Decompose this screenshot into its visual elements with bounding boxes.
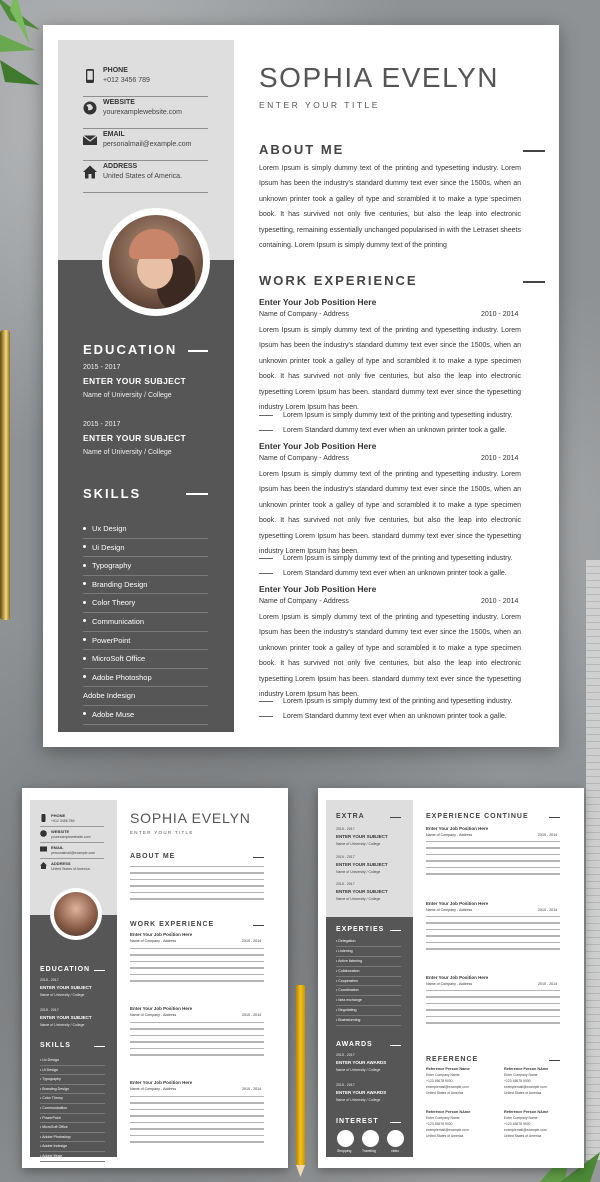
about-heading: ABOUT ME [259,142,345,157]
contact-value: United States of America. [51,867,91,871]
list-item: • MicroSoft Office [40,1123,105,1133]
job-years: 2010 - 2014 [242,1013,262,1017]
reference-card: Reference Person NAme Enter Company Name +123 45678 9000 exemplemail@example.com United States of America [426,1110,471,1138]
education-heading: EDUCATION [83,342,178,357]
video-icon [387,1130,404,1147]
travel-icon [362,1130,379,1147]
list-item: • Adobe Muse [40,1152,105,1162]
job-years: 2010 - 2014 [481,311,519,318]
contact-website [83,97,208,129]
experties-heading: EXPERTIES [336,926,385,933]
contact-value: United States of America. [103,173,182,180]
job-title-subtitle: ENTER YOUR TITLE [130,830,194,835]
profile-photo [50,888,102,940]
fountain-pen-decoration [0,330,10,620]
job-years: 2010 - 2014 [538,982,558,986]
list-item: • Idea exchange [336,996,401,1006]
skills-list [40,1056,105,1162]
list-item: • Delegation [336,937,401,947]
resume-page-thumbnail-1 [22,788,288,1168]
phone-icon [40,814,47,822]
list-item: • Color Theory [40,1094,105,1104]
globe-icon [83,101,97,115]
resume-sidebar-page2 [326,800,413,1157]
shopping-icon [337,1130,354,1147]
job-company: Name of Company - Address [426,833,473,837]
list-item: • Brainstorming [336,1016,401,1026]
extra-university: Name of University / College [336,842,381,846]
contact-label: WEBSITE [103,99,135,106]
extra-subject: ENTER YOUR SUBJECT [336,834,388,839]
award-university: Name of University / College [336,1068,381,1072]
extra-university: Name of University / College [336,870,381,874]
job-bullet: Lorem Ipsum is simply dummy text of the printing and typesetting industry. [259,698,512,705]
awards-heading: AWARDS [336,1041,373,1048]
resume-sidebar [30,800,117,1157]
resume-page-main [43,25,559,747]
contact-value: personalmail@example.com [51,851,96,855]
job-description: Lorem Ipsum is simply dummy text of the printing and typesetting industry. Lorem Ipsum has been the industry's standard dummy text ever since the 1500s, when an unknown printer took a galley of type and scrambled it to make a type specimen book. It has survived not only five centuries, but also the leap into electronic typesetting Lorem Ipsum has been. standard dummy text ever since the typesetting industry Lorem Ipsum has been. [259,327,521,412]
list-item: • Active listening [336,957,401,967]
job-years: 2010 - 2014 [242,939,262,943]
contact-value: +012 3456 789 [103,77,150,84]
job-title-subtitle: ENTER YOUR TITLE [259,100,380,110]
job-bullet: Lorem Standard dummy text ever when an unknown printer took a galle. [259,570,507,577]
heading-rule [523,150,545,152]
resume-page-thumbnail-2 [318,788,584,1168]
interest-label: video [391,1149,400,1153]
education-subject: ENTER YOUR SUBJECT [40,985,92,990]
about-heading: ABOUT ME [130,853,176,860]
job-position: Enter Your Job Position Here [130,1080,193,1085]
extra-years: 2015 - 2017 [336,882,355,886]
experience-continue-heading: EXPERIENCE CONTINUE [426,813,529,820]
contact-label: WEBSITE [51,829,70,834]
skills-heading: SKILLS [40,1042,71,1049]
award-years: 2015 - 2017 [336,1053,355,1057]
list-item: Adobe Muse [83,706,208,725]
job-position: Enter Your Job Position Here [426,826,489,831]
job-bullet: Lorem Ipsum is simply dummy text of the printing and typesetting industry. [259,412,512,419]
education-years: 2015 - 2017 [83,421,121,428]
job-company: Name of Company - Address [130,939,177,943]
contact-label: PHONE [51,813,66,818]
extra-years: 2015 - 2017 [336,855,355,859]
list-item: • Adobe Photoshop [40,1133,105,1143]
job-bullet: Lorem Standard dummy text ever when an unknown printer took a galle. [259,713,507,720]
job-years: 2010 - 2014 [242,1087,262,1091]
job-company: Name of Company - Address [259,455,349,462]
contact-value: yourexamplewebsite.com [51,835,91,839]
list-item: Typography [83,557,208,576]
list-item: • Listening [336,947,401,957]
extra-heading: EXTRA [336,813,365,820]
contact-label: EMAIL [51,845,64,850]
ruler-decoration [586,560,600,1160]
education-university: Name of University / College [83,392,172,399]
envelope-icon [83,133,97,147]
about-text-lines [130,866,264,905]
list-item: • Cooperation [336,977,401,987]
education-heading: EDUCATION [40,966,91,973]
globe-icon [40,830,47,837]
job-bullet: Lorem Ipsum is simply dummy text of the printing and typesetting industry. [259,555,512,562]
job-company: Name of Company - Address [130,1087,177,1091]
skills-list [83,520,208,725]
contact-label: ADDRESS [103,163,138,170]
job-position: Enter Your Job Position Here [259,584,377,594]
list-item: • Adobe Indesign [40,1142,105,1152]
education-years: 2015 - 2017 [40,1008,59,1012]
education-university: Name of University / College [40,1023,85,1027]
job-bullet: Lorem Standard dummy text ever when an unknown printer took a galle. [259,427,507,434]
profile-photo [102,208,210,316]
contact-label: EMAIL [103,131,125,138]
list-item: Color Theory [83,594,208,613]
education-university: Name of University / College [83,449,172,456]
education-subject: ENTER YOUR SUBJECT [83,433,187,443]
job-description: Lorem Ipsum is simply dummy text of the printing and typesetting industry. Lorem Ipsum has been the industry's standard dummy text ever since the 1500s, when an unknown printer took a galley of type and scrambled it to make a type specimen book. It has survived not only five centuries, but also the leap into electronic typesetting Lorem Ipsum has been. standard dummy text ever since the typesetting industry Lorem Ipsum has been. [259,614,521,699]
job-company: Name of Company - Address [426,908,473,912]
list-item: Ui Design [83,539,208,558]
education-years: 2015 - 2017 [83,364,121,371]
page-title: SOPHIA EVELYN [259,62,499,93]
contact-email [83,129,208,161]
heading-rule [188,350,208,352]
list-item: Branding Design [83,576,208,595]
education-university: Name of University / College [40,993,85,997]
job-position: Enter Your Job Position Here [426,901,489,906]
contact-value: personalmail@example.com [103,141,192,148]
pencil-decoration [296,985,305,1165]
list-item: • PowerPoint [40,1114,105,1124]
reference-heading: REFERENCE [426,1056,479,1063]
list-item: • Ui Design [40,1066,105,1076]
list-item: Adobe Indesign [83,687,208,706]
contact-value: yourexamplewebsite.com [103,109,182,116]
work-heading: WORK EXPERIENCE [130,921,215,928]
award-title: ENTER YOUR AWARDS [336,1060,387,1065]
list-item: • Typography [40,1075,105,1085]
job-years: 2010 - 2014 [538,833,558,837]
contact-address [83,161,208,193]
home-icon [40,862,47,869]
extra-subject: ENTER YOUR SUBJECT [336,889,388,894]
job-company: Name of Company - Address [130,1013,177,1017]
job-position: Enter Your Job Position Here [130,1006,193,1011]
reference-card: Reference Person NAme Enter Company Name +123 45678 9000 exemplemail@example.com United States of America [504,1067,549,1095]
job-company: Name of Company - Address [259,311,349,318]
phone-icon [83,69,97,83]
resume-sidebar [58,40,234,732]
job-years: 2010 - 2014 [481,598,519,605]
list-item: Communication [83,613,208,632]
award-years: 2015 - 2017 [336,1083,355,1087]
extra-university: Name of University / College [336,897,381,901]
education-subject: ENTER YOUR SUBJECT [83,376,187,386]
education-subject: ENTER YOUR SUBJECT [40,1015,92,1020]
job-position: Enter Your Job Position Here [130,932,193,937]
interest-label: Traveling [362,1149,376,1153]
envelope-icon [40,846,47,852]
list-item: MicroSoft Office [83,650,208,669]
reference-card: Reference Person Name Enter Company Name +123 45678 9000 exemplemail@example.com United States of America [426,1067,470,1095]
education-years: 2015 - 2017 [40,978,59,982]
job-position: Enter Your Job Position Here [259,297,377,307]
list-item: • Communication [40,1104,105,1114]
interest-label: Shopping [337,1149,352,1153]
job-years: 2010 - 2014 [538,908,558,912]
contact-label: PHONE [103,67,128,74]
job-company: Name of Company - Address [426,982,473,986]
job-years: 2010 - 2014 [481,455,519,462]
contact-value: +012 3456 789 [51,819,75,823]
extra-subject: ENTER YOUR SUBJECT [336,862,388,867]
list-item: • Negotiating [336,1006,401,1016]
work-heading: WORK EXPERIENCE [259,273,418,288]
about-text: Lorem Ipsum is simply dummy text of the printing and typesetting industry. Lorem Ipsum has been the industry's standard dummy text ever since the 1500s, when an unknown printer took a galley of type and scrambled it to make a type specimen book. It has survived not only five centuries, but also the leap into electronic typesetting, remaining essentially unchanged popularised in with the Letraset sheets containing. Lorem Ipsum is simply dummy text of the printing [259,165,521,250]
contact-phone [83,65,208,97]
home-icon [83,165,97,179]
job-position: Enter Your Job Position Here [426,975,489,980]
award-university: Name of University / College [336,1098,381,1102]
contact-label: ADDRESS [51,861,71,866]
reference-card: Reference Person NAme Enter Company Name +123 45678 9000 exemplemail@example.com United States of America [504,1110,549,1138]
list-item: Adobe Photoshop [83,669,208,688]
list-item: • Branding Design [40,1085,105,1095]
job-description: Lorem Ipsum is simply dummy text of the printing and typesetting industry. Lorem Ipsum has been the industry's standard dummy text ever since the 1500s, when an unknown printer took a galley of type and scrambled it to make a type specimen book. It has survived not only five centuries, but also the leap into electronic typesetting Lorem Ipsum has been. standard dummy text ever since the typesetting industry Lorem Ipsum has been. [259,471,521,556]
skills-heading: SKILLS [83,486,142,501]
heading-rule [186,493,208,495]
award-title: ENTER YOUR AWARDS [336,1090,387,1095]
interest-heading: INTEREST [336,1118,379,1125]
list-item: • Ux Design [40,1056,105,1066]
extra-years: 2015 - 2017 [336,827,355,831]
heading-rule [523,281,545,283]
job-company: Name of Company - Address [259,598,349,605]
list-item: • Coordination [336,986,401,996]
experties-list [336,937,401,1026]
list-item: Ux Design [83,520,208,539]
job-position: Enter Your Job Position Here [259,441,377,451]
avatar [109,215,203,309]
page-title: SOPHIA EVELYN [130,810,251,826]
list-item: PowerPoint [83,632,208,651]
list-item: • Collaboration [336,967,401,977]
